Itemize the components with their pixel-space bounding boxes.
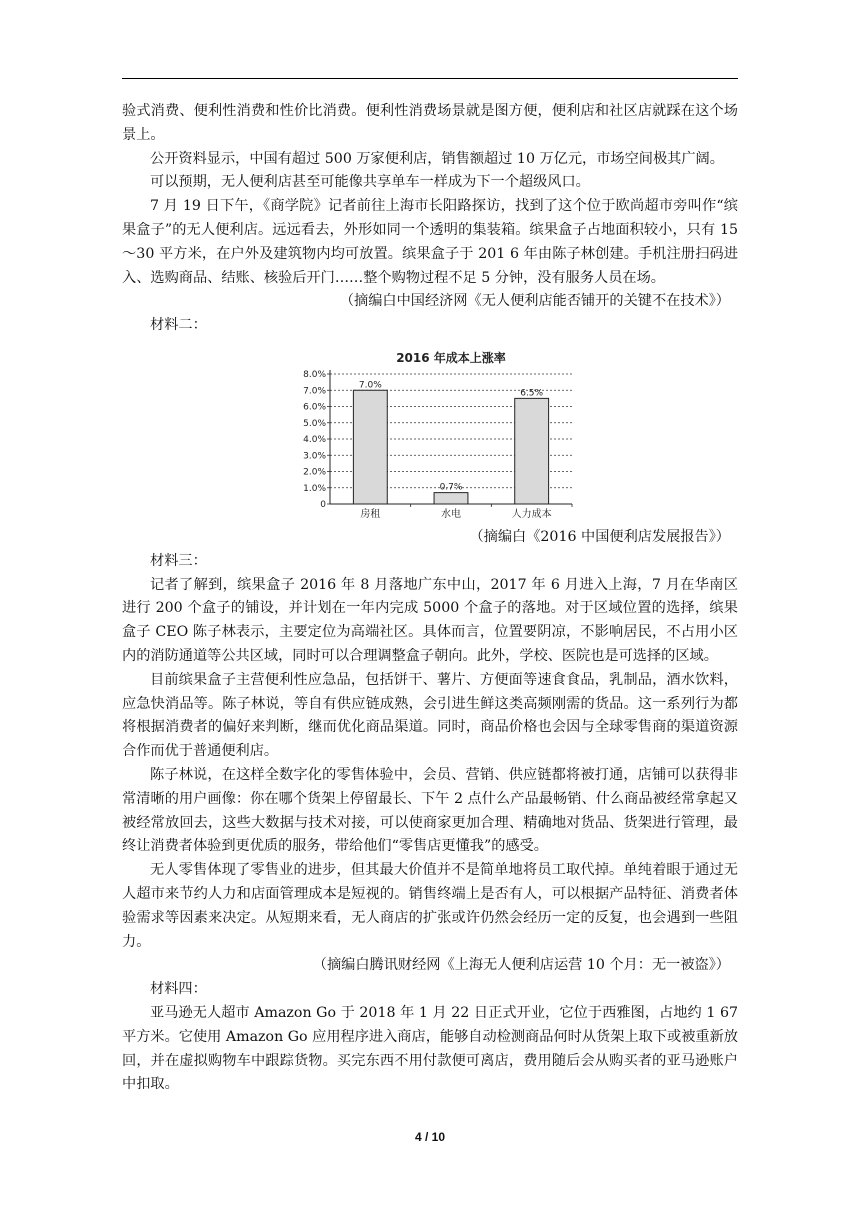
paragraph: 陈子林说，在这样全数字化的零售体验中，会员、营销、供应链都将被打通，店铺可以获得非常清晰的用户画像：你在哪个货架上停留最长、下午 2 点什么产品最畅销、什么商品被经常拿起又被经常放回去，这些大数据与技术对接，可以使商家更加合理、精确地对货品、货架进行管理，最终让消费者体验到更优质的服务，带给他们“零售店更懂我”的感受。 <box>122 766 738 855</box>
x-tick-label-0: 房租 <box>360 508 381 520</box>
cost-increase-chart <box>280 344 580 524</box>
source-citation: （摘编白中国经济网《无人便利店能否铺开的关键不在技术》） <box>339 293 730 310</box>
y-tick-label: 4.0% <box>303 434 326 445</box>
chart-title: 2016 年成本上涨率 <box>396 350 506 365</box>
y-tick-label: 5.0% <box>303 418 326 429</box>
bar-2 <box>515 398 549 504</box>
paragraphs-top <box>122 100 738 338</box>
y-tick-label: 8.0% <box>303 369 326 380</box>
paragraphs-bottom <box>122 550 738 1097</box>
bar-0 <box>353 390 387 504</box>
material-label: 材料四： <box>150 981 207 998</box>
paragraph: 可以预期，无人便利店甚至可能像共享单车一样成为下一个超级风口。 <box>150 174 590 191</box>
data-label-0: 7.0% <box>358 380 382 391</box>
source-citation: （摘编白腾讯财经网《上海无人便利店运营 10 个月：无一被盗》） <box>312 957 730 974</box>
paragraph: 公开资料显示，中国有超过 500 万家便利店，销售额超过 10 万亿元，市场空间极其广阔。 <box>150 150 724 167</box>
paragraph: 目前缤果盒子主营便利性应急品，包括饼干、薯片、方便面等速食食品，乳制品，酒水饮料，应急快消品等。陈子林说，等自有供应链成熟，会引进生鲜这类高频刚需的货品。这一系列行为都将根据消费者的偏好来判断，继而优化商品渠道。同时，商品价格也会因与全球零售商的渠道资源合作而优于普通便利店。 <box>122 671 738 760</box>
x-tick-label-2: 人力成本 <box>511 508 552 520</box>
y-tick-label: 2.0% <box>303 467 326 478</box>
y-tick-label: 7.0% <box>303 386 326 397</box>
data-label-2: 6.5% <box>520 388 544 399</box>
chart-container <box>122 344 738 524</box>
document-body <box>122 100 738 1097</box>
paragraph: 亚马逊无人超市 Amazon Go 于 2018 年 1 月 22 日正式开业，它位于西雅图，占地约 1 67 平方米。它使用 Amazon Go 应用程序进入商店，能够自动检测商品何时从货架上取下或被重新放回，并在虚拟购物车中跟踪货物。买完东西不用付款便可离店，费用随后会从购买者的亚马逊账户中扣取。 <box>122 1004 738 1093</box>
y-tick-label: 0 <box>320 499 326 510</box>
header-rule <box>122 78 738 79</box>
paragraph: 记者了解到，缤果盒子 2016 年 8 月落地广东中山，2017 年 6 月进入上海，7 月在华南区进行 200 个盒子的铺设，并计划在一年内完成 5000 个盒子的落地。对于区域位置的选择，缤果盒子 CEO 陈子林表示，主要定位为高端社区。具体而言，位置要阴凉，不影响居民，不占用小区内的消防通道等公共区域，同时可以合理调整盒子朝向。此外，学校、医院也是可选择的区域。 <box>122 576 738 664</box>
bar-1 <box>434 493 468 504</box>
x-tick-label-1: 水电 <box>441 508 461 520</box>
paragraph: 验式消费、便利性消费和性价比消费。便利性消费场景就是图方便，便利店和社区店就踩在这个场景上。 <box>122 103 738 143</box>
page-number: 4 / 10 <box>414 1130 446 1144</box>
chart-source: （摘编白《2016 中国便利店发展报告》） <box>469 528 730 545</box>
data-label-1: 0.7% <box>439 482 463 493</box>
y-tick-label: 6.0% <box>303 402 326 413</box>
y-tick-label: 3.0% <box>303 451 326 462</box>
y-tick-label: 1.0% <box>303 483 326 494</box>
material-label: 材料二： <box>150 317 207 334</box>
material-label: 材料三： <box>150 552 207 569</box>
paragraph: 无人零售体现了零售业的进步，但其最大价值并不是简单地将员工取代掉。单纯着眼于通过无人超市来节约人力和店面管理成本是短视的。销售终端上是否有人，可以根据产品特征、消费者体验需求等因素来决定。从短期来看，无人商店的扩张或许仍然会经历一定的反复，也会遇到一些阻力。 <box>122 862 738 950</box>
paragraph: 7 月 19 日下午，《商学院》记者前往上海市长阳路探访，找到了这个位于欧尚超市旁叫作“缤果盒子”的无人便利店。远远看去，外形如同一个透明的集装箱。缤果盒子占地面积较小，只有 15～30 平方米，在户外及建筑物内均可放置。缤果盒子于 201 6 年由陈子林创建。手机注册扫码进入、选购商品、结账、核验后开门……整个购物过程不足 5 分钟，没有服务人员在场。 <box>122 198 738 286</box>
